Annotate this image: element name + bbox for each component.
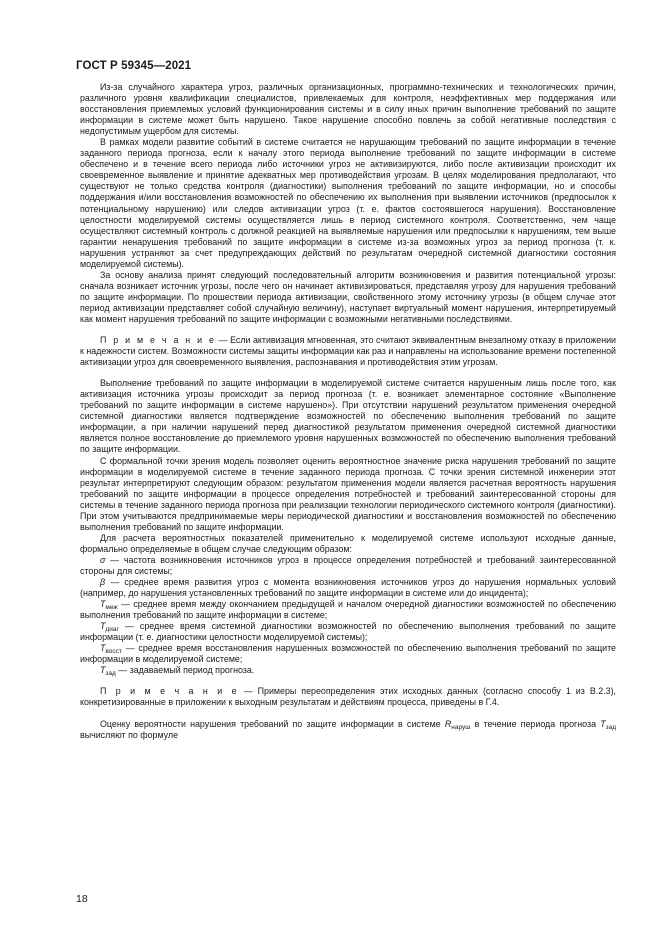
note-text: — Примеры переопределения этих исходных данных (согласно способу 1 из В.2.3), конкретизированные в приложении к выходным результатам и действиям процесса, приведены в Г.4.	[80, 686, 616, 708]
paragraph-input-data: Для расчета вероятностных показателей применительно к моделируемой системе используют исходные данные, формально определяемые в общем случае следующим образом:	[80, 532, 616, 554]
note-label: П р и м е ч а н и е	[100, 686, 239, 697]
paragraph-model-events: В рамках модели развитие событий в системе считается не нарушающим требований по защите информации в течение заданного периода прогноза, если к началу этого периода выполнение требований по защите информации в системе обеспечено и в течение всего периода либо источники угроз не активизируются, либо после активизации происходит их своевременное выявление и принятие адекватных мер противодействия угрозам. В целях моделирования предполагают, что существуют не только средства контроля (диагностики) выполнения требований по защите информации, но и способы поддержания и/или восстановления возможностей по обеспечению их выполнения при выявлении источников (предпосылок к потенциальному нарушению) или следов активизации угроз (т. е. фактов состоявшегося нарушения). Восстановление целостности моделируемой системы осуществляется лишь в период системного контроля. Соответственно, чем чаще осуществляют системный контроль с должной реакцией на выявляемые нарушения или предпосылки к нарушениям, тем выше гарантии ненарушения требований по защите информации в системе из-за возможных угроз за период прогноза (т. к. нарушения устраняют за счет предупреждающих действий по результатам очередной системной диагностики состояния моделируемой системы).	[80, 137, 616, 269]
definition-t-zad	[80, 665, 616, 676]
note-instant-activation	[80, 335, 616, 368]
paragraph-analysis-algorithm: За основу анализа принят следующий последовательный алгоритм возникновения и развития потенциальной угрозы: сначала возникает источник угрозы, после чего он начинает активизироваться, представляя угрозу для нарушения требований по защите информации. По прошествии периода активизации, свойственного этому источнику угрозы (в общем случае этот период активизации представляет собой случайную величину), наступает виртуальный момент нарушения, интерпретируемый как момент нарушения требований по защите информации с возможными негативными последствиями.	[80, 269, 616, 324]
page-number: 18	[76, 893, 88, 905]
symbol-sigma: σ	[100, 554, 106, 565]
symbol-t: T	[600, 718, 606, 729]
definition-text: — среднее время между окончанием предыдущей и началом очередной диагностики возможностей по обеспечению выполнения требований по защите информации в системе;	[80, 599, 616, 621]
document-body	[80, 82, 616, 741]
definition-t-mezh	[80, 599, 616, 621]
symbol-t: T	[100, 665, 106, 676]
paragraph-formal-view: С формальной точки зрения модель позволяет оценить вероятностное значение риска нарушения требований по защите информации в моделируемой системе в течение заданного периода прогноза. С точки зрения системной инженерии этот результат интерпретируют следующим образом: результатом применения модели является расчетная вероятность нарушения требований по защите информации в процессе определения потребностей и требований заинтересованной стороны для системы в течение заданного периода прогноза при реализации технологии периодического системного контроля (диагностики). При этом учитываются предпринимаемые меры периодической диагностики и восстановления возможностей по обеспечению выполнения требований по защите информации.	[80, 455, 616, 532]
paragraph-probability-estimate	[80, 719, 616, 741]
definition-sigma	[80, 555, 616, 577]
paragraph-random-threats: Из-за случайного характера угроз, различных организационных, программно-технических и технологических причин, различного уровня квалификации специалистов, привлекаемых для контроля, неэффективных мер поддержания или восстановления приемлемых условий функционирования системы и в силу иных причин выполнение требований по защите информации в системе может быть нарушено. Такое нарушение способно повлечь за собой негативные последствия с недопустимым ущербом для системы.	[80, 82, 616, 137]
definition-text: — частота возникновения источников угроз в процессе определения потребностей и требований заинтересованной стороны для системы;	[80, 554, 616, 576]
note-text: — Если активизация мгновенная, это считают эквивалентным внезапному отказу в приложении к надежности систем. Возможности системы защиты информации как раз и направлены на использование времени постепенной активизации угроз для своевременного выявления, распознавания и противодействия этим угрозам.	[80, 335, 617, 368]
paragraph-violation-condition: Выполнение требований по защите информации в моделируемой системе считается нарушенным лишь после того, как активизация источника угрозы происходит за период прогноза (т. е. возникает элементарное состояние «Выполнение требований по защите информации в системе нарушено»). При отсутствии нарушений результатом применения очередной системной диагностики является подтверждение возможностей по обеспечению выполнения требований по защите информации, а при наличии нарушений перед диагностикой результатом применения очередной системной диагностики является полное восстановление до приемлемого уровня нарушенных возможностей по обеспечению выполнения требований по защите информации.	[80, 378, 616, 455]
standard-header: ГОСТ Р 59345—2021	[76, 60, 192, 72]
definition-text: — среднее время системной диагностики возможностей по обеспечению выполнения требований по защите информации (т. е. диагностики целостности моделируемой системы);	[80, 621, 616, 643]
symbol-subscript: восст	[105, 648, 122, 656]
symbol-subscript: зад	[105, 670, 116, 678]
definition-t-diag	[80, 621, 616, 643]
symbol-r: R	[444, 718, 452, 729]
note-examples	[80, 686, 616, 708]
symbol-subscript: наруш	[451, 723, 471, 731]
note-label: П р и м е ч а н и е	[100, 335, 217, 346]
symbol-t: T	[100, 599, 106, 610]
definition-beta	[80, 577, 616, 599]
symbol-beta: β	[100, 577, 106, 588]
definition-text: — задаваемый период прогноза.	[115, 665, 255, 676]
symbol-subscript: диаг	[105, 626, 119, 634]
definition-t-vosst	[80, 643, 616, 665]
symbol-t: T	[100, 621, 106, 632]
symbol-t: T	[100, 643, 106, 654]
definition-text: — среднее время развития угроз с момента возникновения источников угроз до нарушения нормальных условий (например, до нарушения установленных требований по защите информации в системе или до инцидента);	[80, 577, 616, 599]
symbol-subscript: меж	[105, 604, 118, 612]
text-fragment: Оценку вероятности нарушения требований по защите информации в системе	[100, 718, 445, 729]
text-fragment: в течение периода прогноза	[470, 718, 601, 729]
symbol-subscript: зад	[605, 723, 616, 731]
text-fragment: вычисляют по формуле	[80, 729, 179, 740]
definition-text: — среднее время восстановления нарушенных возможностей по обеспечению выполнения требований по защите информации в моделируемой системе;	[80, 643, 616, 665]
